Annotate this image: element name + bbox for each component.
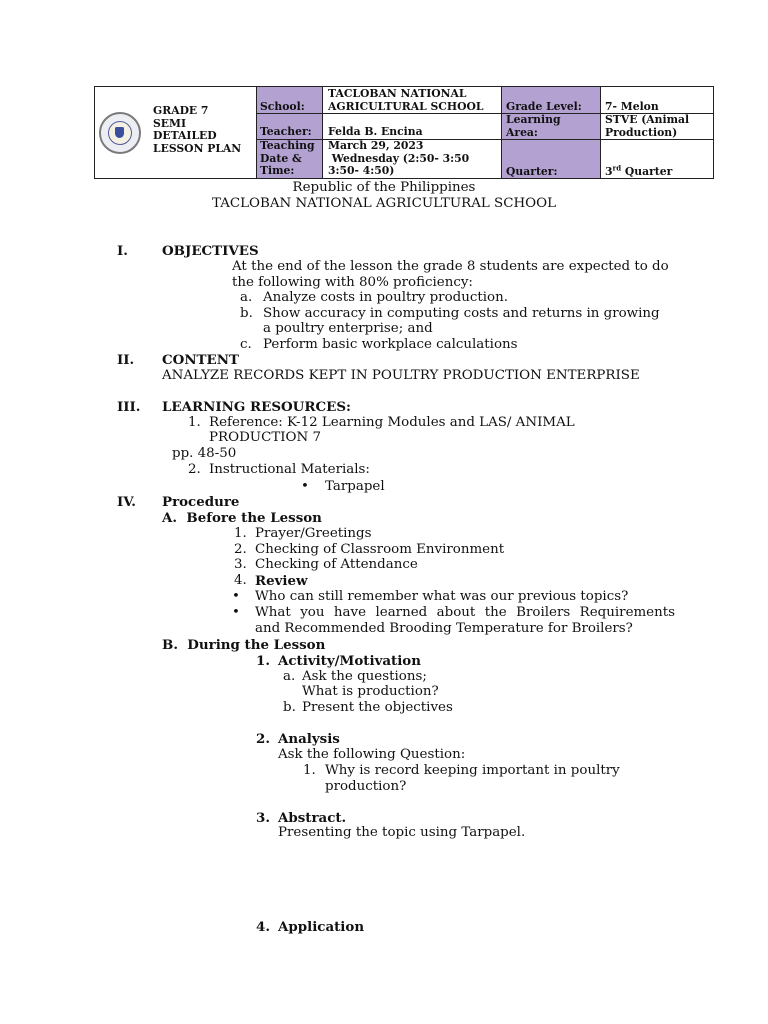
grade-level-label: Grade Level: (506, 100, 582, 113)
objective-item: Show accuracy in computing costs and returns in growing (263, 306, 660, 321)
review-question: What you have learned about the Broilers Requirements (255, 605, 675, 620)
review-question: Who can still remember what was our previous topics? (255, 589, 629, 604)
abstract-text: Presenting the topic using Tarpapel. (278, 825, 526, 840)
objective-letter: a. (240, 290, 253, 305)
step-number: 2. (234, 542, 247, 557)
objectives-heading: OBJECTIVES (162, 243, 259, 259)
quarter-value: 3rd Quarter (605, 163, 673, 178)
school-label: School: (260, 100, 305, 113)
republic-title: Republic of the Philippines (292, 180, 476, 195)
grade-level-value: 7- Melon (605, 100, 659, 113)
step-item: Checking of Classroom Environment (255, 542, 505, 557)
sub-letter: a. (283, 669, 296, 684)
bullet: • (232, 605, 240, 620)
section-numeral: III. (117, 399, 141, 415)
activity-heading: Activity/Motivation (278, 653, 421, 669)
step-number: 3. (256, 810, 270, 826)
objective-letter: c. (240, 337, 252, 352)
step-number: 4. (234, 573, 247, 588)
teaching-date-label: Teaching Date & Time: (260, 139, 315, 178)
section-numeral: I. (117, 243, 128, 259)
procedure-heading: Procedure (162, 494, 240, 510)
objective-item: Analyze costs in poultry production. (263, 290, 508, 305)
resource-materials: Instructional Materials: (209, 462, 370, 477)
learning-area-label: Learning Area: (506, 113, 561, 139)
bullet: • (232, 589, 240, 604)
resource-reference: Reference: K-12 Learning Modules and LAS/ ANIMAL (209, 415, 575, 430)
resource-number: 2. (188, 462, 201, 477)
abstract-heading: Abstract. (278, 810, 347, 826)
material-item: Tarpapel (325, 479, 385, 494)
step-number: 4. (256, 919, 270, 935)
analysis-question: production? (325, 779, 407, 794)
sub-letter: b. (283, 700, 296, 715)
resource-reference: PRODUCTION 7 (209, 430, 322, 445)
objective-item: Perform basic workplace calculations (263, 337, 518, 352)
section-numeral: IV. (117, 494, 136, 510)
deped-seal-logo (99, 112, 141, 154)
section-numeral: II. (117, 352, 135, 368)
step-item-review: Review (255, 573, 308, 589)
step-item: Prayer/Greetings (255, 526, 372, 541)
bullet: • (301, 479, 309, 494)
question-number: 1. (303, 763, 316, 778)
resource-pages: pp. 48-50 (172, 446, 237, 461)
resource-number: 1. (188, 415, 201, 430)
doc-type-label: GRADE 7 SEMI DETAILED LESSON PLAN (153, 104, 242, 155)
school-value: TACLOBAN NATIONAL AGRICULTURAL SCHOOL (328, 87, 484, 113)
step-number: 2. (256, 731, 270, 747)
resources-heading: LEARNING RESOURCES: (162, 399, 351, 415)
step-number: 1. (234, 526, 247, 541)
teacher-value: Felda B. Encina (328, 125, 423, 138)
activity-item: Present the objectives (302, 700, 453, 715)
step-item: Checking of Attendance (255, 557, 418, 572)
content-text: ANALYZE RECORDS KEPT IN POULTRY PRODUCTION ENTERPRISE (162, 368, 640, 383)
quarter-label: Quarter: (506, 165, 558, 178)
teaching-date-value: March 29, 2023 Wednesday (2:50- 3:50 3:50- 4:50) (328, 139, 470, 178)
objective-item: a poultry enterprise; and (263, 321, 433, 336)
teacher-label: Teacher: (260, 125, 312, 138)
content-heading: CONTENT (162, 352, 239, 368)
activity-item: What is production? (302, 684, 439, 699)
activity-item: Ask the questions; (302, 669, 427, 684)
learning-area-value: STVE (Animal Production) (605, 113, 690, 139)
lesson-plan-header-table (94, 86, 714, 179)
step-number: 1. (256, 653, 270, 669)
before-lesson-heading: A. Before the Lesson (162, 510, 322, 526)
review-question: and Recommended Brooding Temperature for Broilers? (255, 621, 633, 636)
analysis-heading: Analysis (278, 731, 340, 747)
analysis-text: Ask the following Question: (278, 747, 466, 762)
objectives-intro: At the end of the lesson the grade 8 students are expected to do (232, 259, 669, 274)
during-lesson-heading: B. During the Lesson (162, 637, 326, 653)
school-title: TACLOBAN NATIONAL AGRICULTURAL SCHOOL (212, 196, 556, 211)
objective-letter: b. (240, 306, 253, 321)
application-heading: Application (278, 919, 365, 935)
step-number: 3. (234, 557, 247, 572)
analysis-question: Why is record keeping important in poultry (325, 763, 620, 778)
objectives-intro: the following with 80% proficiency: (232, 275, 473, 290)
